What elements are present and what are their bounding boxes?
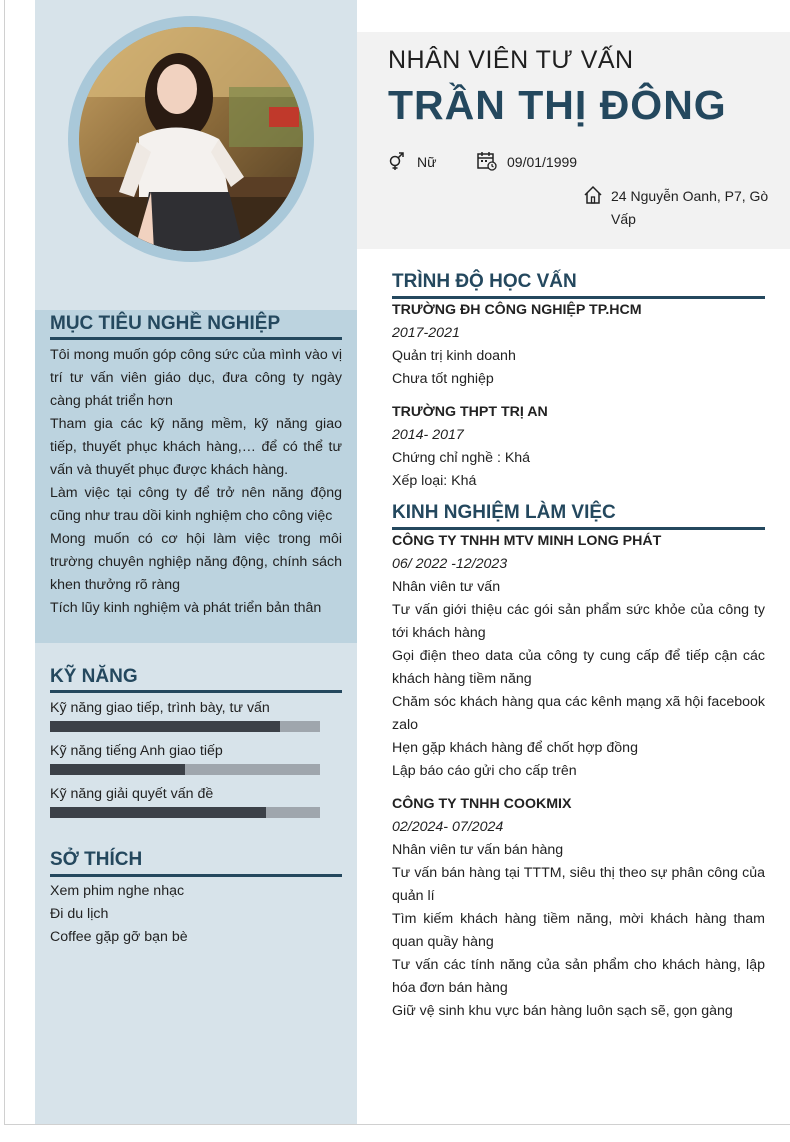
skills-divider [50,690,342,693]
job-detail: Lập báo cáo gửi cho cấp trên [392,763,577,779]
job-detail: Nhân viên tư vấn [392,579,501,595]
hobby-item: Coffee gặp gỡ bạn bè [50,929,188,945]
school-name: TRƯỜNG ĐH CÔNG NGHIỆP TP.HCM [392,302,642,318]
skill-label: Kỹ năng tiếng Anh giao tiếp [50,743,223,759]
skill-bar [50,721,320,732]
skills-title: KỸ NĂNG [50,666,138,687]
address-line2: Vấp [611,211,636,227]
school-detail: Quản trị kinh doanh [392,348,516,364]
objective-text [50,344,342,620]
objective-paragraph: Tôi mong muốn góp công sức của mình vào vị trí tư vấn viên giáo dục, đưa công ty ngày càng phát triển hơn [50,347,342,409]
job-detail: Gọi điện theo data của công ty cung cấp để tiếp cận các khách hàng tiềm năng [392,648,765,687]
job-title: NHÂN VIÊN TƯ VẤN [388,46,634,74]
objective-paragraph: Tích lũy kinh nghiệm và phát triển bản thân [50,600,322,616]
job-period: 02/2024- 07/2024 [392,819,504,835]
skill-label: Kỹ năng giải quyết vấn đề [50,786,214,802]
candidate-name: TRẦN THỊ ĐÔNG [388,82,727,128]
objective-paragraph: Tham gia các kỹ năng mềm, kỹ năng giao tiếp, thuyết phục khách hàng,… để có thể tư vấn và thuyết phục được khách hàng. [50,416,342,478]
gender-icon [387,151,407,171]
address-line1: 24 Nguyễn Oanh, P7, Gò [611,188,769,204]
experience-list [392,530,765,1023]
avatar [79,27,303,251]
school-detail: Xếp loại: Khá [392,473,477,489]
hobbies-divider [50,874,342,877]
hobbies-title: SỞ THÍCH [50,849,143,870]
job-detail: Giữ vệ sinh khu vực bán hàng luôn sạch sẽ, gọn gàng [392,1003,733,1019]
skill-bar-fill [50,807,266,818]
job-detail: Tìm kiếm khách hàng tiềm năng, mời khách hàng tham quan quầy hàng [392,911,765,950]
objective-paragraph: Mong muốn có cơ hội làm việc trong môi trường chuyên nghiệp năng động, chính sách khen thưởng rõ ràng [50,531,342,593]
home-icon [583,185,603,205]
job-period: 06/ 2022 -12/2023 [392,556,508,572]
hobby-item: Đi du lịch [50,906,109,922]
skill-label: Kỹ năng giao tiếp, trình bày, tư vấn [50,700,270,716]
job-detail: Tư vấn bán hàng tại TTTM, siêu thị theo sự phân công của quản lí [392,865,765,904]
dob-value: 09/01/1999 [507,154,578,170]
job-detail: Hẹn gặp khách hàng để chốt hợp đồng [392,740,638,756]
job-detail: Tư vấn các tính năng của sản phẩm cho khách hàng, lập hóa đơn bán hàng [392,957,765,996]
job-detail: Tư vấn giới thiệu các gói sản phẩm sức khỏe của công ty tới khách hàng [392,602,765,641]
education-title: TRÌNH ĐỘ HỌC VẤN [392,271,577,292]
skill-bar-fill [50,721,280,732]
school-detail: Chưa tốt nghiệp [392,371,494,387]
gender-value: Nữ [417,154,437,170]
calendar-icon [476,150,497,171]
skill-bar-fill [50,764,185,775]
skill-bar [50,807,320,818]
education-list [392,299,765,493]
school-name: TRƯỜNG THPT TRỊ AN [392,404,548,420]
job-detail: Chăm sóc khách hàng qua các kênh mạng xã hội facebook zalo [392,694,765,733]
school-detail: Chứng chỉ nghề : Khá [392,450,531,466]
hobby-item: Xem phim nghe nhạc [50,883,185,899]
objective-divider [50,337,342,340]
experience-title: KINH NGHIỆM LÀM VIỆC [392,502,616,523]
objective-title: MỤC TIÊU NGHỀ NGHIỆP [50,313,281,334]
objective-paragraph: Làm việc tại công ty để trở nên năng động cũng như trau dồi kinh nghiệm cho công việc [50,485,342,524]
school-period: 2017-2021 [392,325,460,341]
skill-bar [50,764,320,775]
company-name: CÔNG TY TNHH MTV MINH LONG PHÁT [392,533,662,549]
avatar-photo [79,27,303,251]
company-name: CÔNG TY TNHH COOKMIX [392,796,572,812]
job-detail: Nhân viên tư vấn bán hàng [392,842,564,858]
school-period: 2014- 2017 [392,427,464,443]
